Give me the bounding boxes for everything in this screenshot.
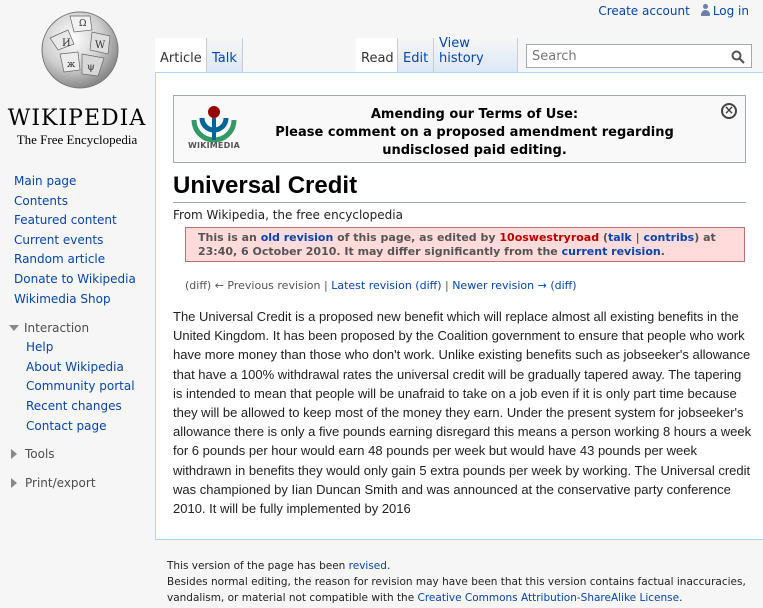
login-link[interactable]: Log in [712, 4, 749, 18]
footer-line-2: Besides normal editing, the reason for revision may have been that this version contains factual inaccuracies, [167, 576, 746, 588]
tab-view-history-label: View history [439, 36, 484, 66]
sidebar-item-contents[interactable]: Contents [14, 193, 68, 208]
sidebar-item-donate[interactable]: Donate to Wikipedia [14, 271, 136, 286]
footer [167, 558, 746, 606]
collapsed-triangle-icon [11, 478, 17, 488]
footer-line-1 [167, 558, 746, 574]
latest-revision-link[interactable]: Latest revision [331, 279, 412, 292]
banner-message [234, 106, 715, 160]
sidebar-item-random-article[interactable]: Random article [14, 252, 106, 267]
interaction-heading[interactable] [0, 318, 150, 338]
banner-link[interactable]: Please comment on a proposed amendment regarding undisclosed paid editing. [275, 125, 674, 158]
user-link[interactable]: 10oswestryroad [499, 231, 600, 244]
revised-link[interactable]: revised [348, 560, 387, 572]
tab-article-label: Article [160, 51, 202, 66]
wikipedia-tagline: The Free Encyclopedia [16, 132, 138, 147]
tab-talk-label: Talk [212, 51, 237, 66]
expanded-triangle-icon [9, 325, 19, 331]
wikipedia-logo[interactable] [0, 0, 154, 160]
footer-line-3 [167, 590, 746, 606]
rev-text: . [660, 245, 665, 258]
search-box[interactable] [526, 44, 752, 68]
license-link[interactable]: Creative Commons Attribution-ShareAlike License [417, 592, 680, 604]
svg-text:ψ: ψ [87, 62, 95, 73]
user-icon [700, 4, 711, 16]
page-title: Universal Credit [173, 172, 746, 203]
sidebar-item-current-events[interactable]: Current events [14, 232, 104, 247]
previous-revision-text: ← Previous revision | [211, 279, 332, 292]
sidebar [0, 172, 150, 493]
print-export-heading-label: Print/export [25, 476, 96, 491]
rev-text: ( [599, 231, 608, 244]
user-contribs-link[interactable]: contribs [643, 231, 695, 244]
personal-tools [598, 4, 749, 18]
site-notice-banner [173, 95, 746, 163]
old-revision-link[interactable]: old revision [260, 231, 334, 244]
close-icon[interactable]: × [721, 103, 737, 119]
footer-text: . [386, 560, 391, 572]
create-account-link[interactable]: Create account [598, 4, 690, 18]
old-revision-notice [185, 227, 745, 262]
navigation-menu [0, 172, 150, 309]
latest-diff-link[interactable]: (diff) [415, 279, 442, 292]
tab-read[interactable] [356, 38, 398, 72]
tab-view-history[interactable] [434, 38, 518, 72]
sidebar-item-recent-changes[interactable]: Recent changes [26, 398, 122, 413]
tab-talk[interactable] [207, 38, 243, 72]
sidebar-item-wikimedia-shop[interactable]: Wikimedia Shop [14, 291, 111, 306]
rev-text: of this page, as edited by [333, 231, 500, 244]
newer-revision-link[interactable]: Newer revision → [452, 279, 547, 292]
tab-read-label: Read [361, 51, 394, 66]
banner-title: Amending our Terms of Use: [370, 107, 579, 122]
svg-text:ж: ж [67, 60, 76, 70]
newer-diff-link[interactable]: (diff) [550, 279, 577, 292]
tab-edit[interactable] [398, 38, 434, 72]
wikipedia-wordmark: WIKIPEDIA [7, 106, 147, 131]
tools-heading[interactable] [0, 444, 150, 464]
rev-text: This is an [198, 231, 261, 244]
svg-text:И: И [62, 38, 71, 49]
site-subtitle: From Wikipedia, the free encyclopedia [173, 208, 403, 222]
wikimedia-logo-text: WIKIMEDIA [188, 141, 241, 150]
sidebar-item-main-page[interactable]: Main page [14, 174, 77, 188]
current-revision-link[interactable]: current revision [561, 245, 661, 258]
tab-edit-label: Edit [403, 51, 429, 66]
tools-heading-label: Tools [25, 447, 55, 462]
search-input[interactable] [532, 49, 722, 64]
interaction-heading-label: Interaction [24, 321, 90, 336]
collapsed-triangle-icon [11, 449, 17, 459]
search-icon[interactable] [731, 50, 745, 64]
diff-prev-text: (diff) [185, 279, 212, 292]
revision-navigation [185, 279, 577, 292]
footer-text: . [679, 592, 683, 604]
footer-text: vandalism, or material not compatible with the [167, 592, 418, 604]
footer-text: This version of the page has been [167, 560, 349, 572]
sidebar-item-help[interactable]: Help [26, 340, 54, 355]
sidebar-item-community-portal[interactable]: Community portal [26, 379, 135, 394]
user-talk-link[interactable]: talk [607, 231, 632, 244]
svg-text:Ω: Ω [79, 19, 87, 29]
content-area [155, 72, 763, 540]
interaction-menu [0, 338, 150, 436]
print-export-heading[interactable] [0, 473, 150, 493]
tab-article[interactable] [155, 38, 207, 72]
rev-text: | [631, 231, 644, 244]
sidebar-item-contact-page[interactable]: Contact page [26, 418, 107, 433]
sidebar-item-about[interactable]: About Wikipedia [26, 359, 124, 374]
svg-text:W: W [95, 40, 106, 51]
login-area[interactable] [700, 4, 749, 18]
wikipedia-globe-icon [40, 10, 120, 90]
article-body: The Universal Credit is a proposed new benefit which will replace almost all existing benefits in the United Kingdom. It has been proposed by the Coalition government to ensure that people who work have more money than those who don't work. Unlike existing benefits such as jobseeker's allowance that have a 100% withdrawal rates the universal credit will be gradually tapered away. The tapering is intended to mean that people will be unafraid to take on a job even if it is only part time because they will be allowed to keep most of the money they earn. Under the present system for jobseeker's allowance there is only a five pounds earning disregard this means a person working 8 hours a week for 6 pounds per hour would earn 48 pounds per week but would have 43 pounds per week withdrawn in benefits they would only gain 5 extra pounds per week by working. The Universal credit was championed by Iian Duncan Smith and was announced at the conservative party conference 2010. It will be fully implemented by 2016 [173, 309, 752, 517]
rev-text: ) at 23:40, 6 October 2010. It may differ significantly from the [198, 231, 716, 258]
sidebar-item-featured-content[interactable]: Featured content [14, 213, 117, 228]
revnav-sep: | [441, 279, 453, 292]
